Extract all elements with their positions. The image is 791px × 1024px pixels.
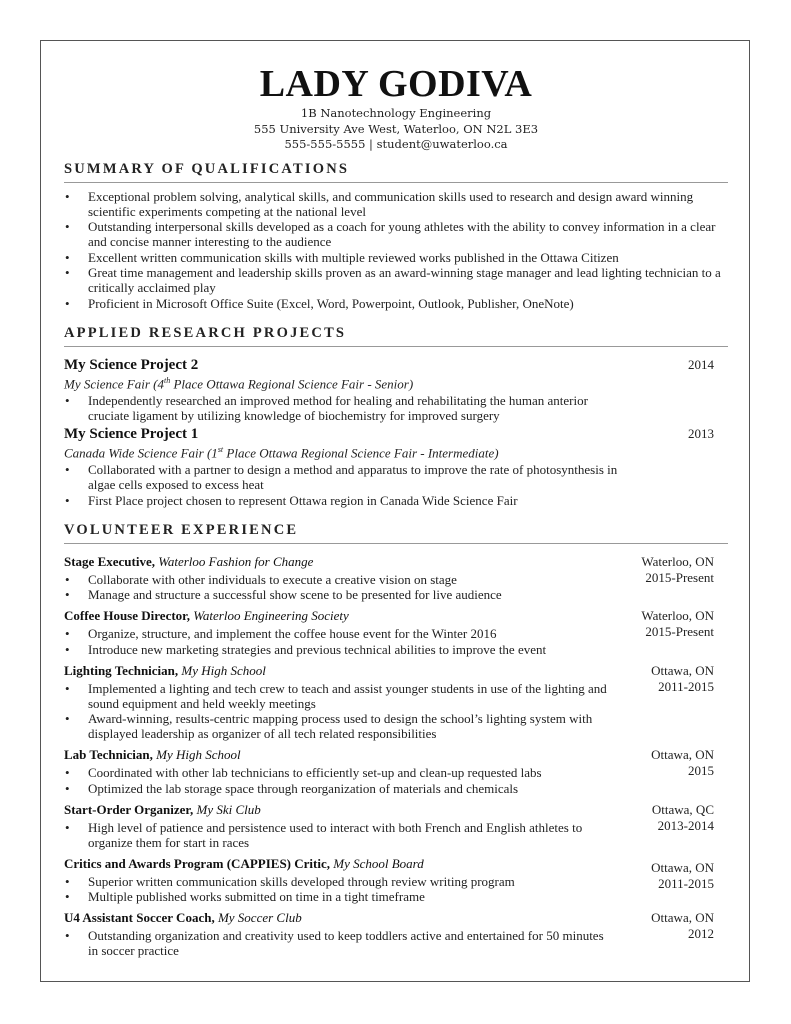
bullet-icon: • [65,492,70,508]
bullet-icon: • [65,928,70,944]
bullet-icon: • [65,780,70,796]
list-item: • Superior written communication skills developed through review writing program [65,873,515,889]
list-item: • Organize, structure, and implement the coffee house event for the Winter 2016 [65,626,497,642]
list-item: • Outstanding organization and creativity used to keep toddlers active and entertained for 50 minutes in soccer practice [65,928,604,959]
resume [64,62,728,959]
bullet-icon: • [65,392,70,408]
volunteer-entry [64,554,728,603]
volunteer-section [64,522,728,959]
volunteer-entry [64,856,728,905]
section-title-summary: SUMMARY OF QUALIFICATIONS [64,161,728,183]
phone-email: 555-555-5555 | student@uwaterloo.ca [284,137,508,151]
summary-section [64,161,728,311]
project-year: 2013 [688,425,714,441]
organization: Waterloo Fashion for Change [158,553,314,569]
research-section [64,325,728,508]
list-item: • Award-winning, results-centric mapping process used to design the school’s lighting system with displayed leadership as organizer of all tech related responsibilities [65,711,593,742]
list-item: • Collaborated with a partner to design a method and apparatus to improve the rate of photosynthesis in algae cells exposed to excess heat [65,462,618,493]
bullet-icon: • [65,889,70,905]
bullet-icon: • [65,819,70,835]
bullet-icon: • [65,265,70,280]
section-title-volunteer: VOLUNTEER EXPERIENCE [64,522,728,544]
list-item: • Manage and structure a successful show scene to be presented for live audience [65,587,502,603]
bullet-icon: • [65,765,70,781]
volunteer-entry [64,802,728,850]
bullet-icon: • [65,711,70,727]
volunteer-entry [64,608,728,657]
list-item: • First Place project chosen to represent Ottawa region in Canada Wide Science Fair [65,492,518,508]
project-name: My Science Project 1 [64,425,199,442]
bullet-icon: • [65,188,70,204]
project-entry [64,426,728,508]
volunteer-entry [64,910,728,958]
list-item: • Independently researched an improved method for healing and rehabilitating the human anterior cruciate ligament by utilizing knowledge of biochemistry for improved surgery [65,392,588,423]
location-dates: Ottawa, ON 2011-2015 [651,859,714,891]
bullet-icon: • [65,462,70,478]
bullet-icon: • [65,626,70,642]
project-subtitle: Canada Wide Science Fair (1st Place Ottawa Regional Science Fair - Intermediate) [64,444,499,461]
organization: My School Board [333,855,424,871]
bullet-icon: • [65,641,70,657]
list-item: • Implemented a lighting and tech crew to teach and assist younger students in use of the lighting and sound equipment and held weekly meetings [65,680,607,711]
role: Lab Technician, [64,747,153,763]
list-item: • Introduce new marketing strategies and previous technical abilities to improve the event [65,641,547,657]
location-dates: Ottawa, ON 2011-2015 [651,662,714,694]
bullet-icon: • [65,219,70,234]
role: Critics and Awards Program (CAPPIES) Critic, [64,855,330,871]
organization: My Ski Club [196,801,261,817]
project-year: 2014 [688,356,714,372]
organization: Waterloo Engineering Society [193,608,349,624]
bullet-icon: • [65,249,70,265]
list-item: • Multiple published works submitted on time in a tight timeframe [65,889,425,905]
list-item: • Excellent written communication skills with multiple reviewed works published in the Ottawa Citizen [65,249,619,265]
bullet-icon: • [65,873,70,889]
bullet-icon: • [65,587,70,603]
list-item: • Coordinated with other lab technicians to efficiently set-up and clean-up requested labs [65,765,542,781]
location-dates: Ottawa, QC 2013-2014 [651,801,714,833]
list-item: • Outstanding interpersonal skills developed as a coach for young athletes with the ability to convey information in a clear and concise manner interesting to the audience [65,219,716,249]
location-dates: Ottawa, ON 2012 [651,910,714,942]
organization: My High School [181,662,266,678]
summary-list [64,189,728,311]
role: Lighting Technician, [64,662,179,678]
project-name: My Science Project 2 [64,356,199,373]
candidate-name: LADY GODIVA [259,63,533,105]
list-item: • Exceptional problem solving, analytical skills, and communication skills used to research and design award winning scientific experiments competing at the national level [65,188,694,219]
role: Stage Executive, [64,553,155,569]
section-title-research: APPLIED RESEARCH PROJECTS [64,325,728,347]
project-entry [64,357,728,423]
list-item: • Collaborate with other individuals to execute a creative vision on stage [65,571,457,587]
location-dates: Waterloo, ON 2015-Present [641,608,714,640]
role: Start-Order Organizer, [64,801,194,817]
volunteer-entry [64,747,728,796]
program: 1B Nanotechnology Engineering [300,106,492,120]
organization: My High School [156,747,241,763]
list-item: • Optimized the lab storage space through reorganization of materials and chemicals [65,780,519,796]
role: U4 Assistant Soccer Coach, [64,910,215,926]
bullet-icon: • [65,571,70,587]
address: 555 University Ave West, Waterloo, ON N2L 3E3 [253,121,539,136]
list-item: • Proficient in Microsoft Office Suite (Excel, Word, Powerpoint, Outlook, Publisher, OneNote) [65,295,574,311]
location-dates: Waterloo, ON 2015-Present [641,553,714,585]
list-item: • Great time management and leadership skills proven as an award-winning stage manager and lead lighting technician to a critically acclaimed play [65,265,721,295]
bullet-icon: • [65,680,70,696]
resume-header [64,62,728,153]
project-subtitle: My Science Fair (4th Place Ottawa Regional Science Fair - Senior) [64,375,414,391]
location-dates: Ottawa, ON 2015 [651,747,714,779]
list-item: • High level of patience and persistence used to interact with both French and English athletes to organize them for start in races [65,819,583,850]
organization: My Soccer Club [217,910,302,926]
bullet-icon: • [65,295,70,311]
volunteer-entry [64,663,728,742]
role: Coffee House Director, [64,608,190,624]
